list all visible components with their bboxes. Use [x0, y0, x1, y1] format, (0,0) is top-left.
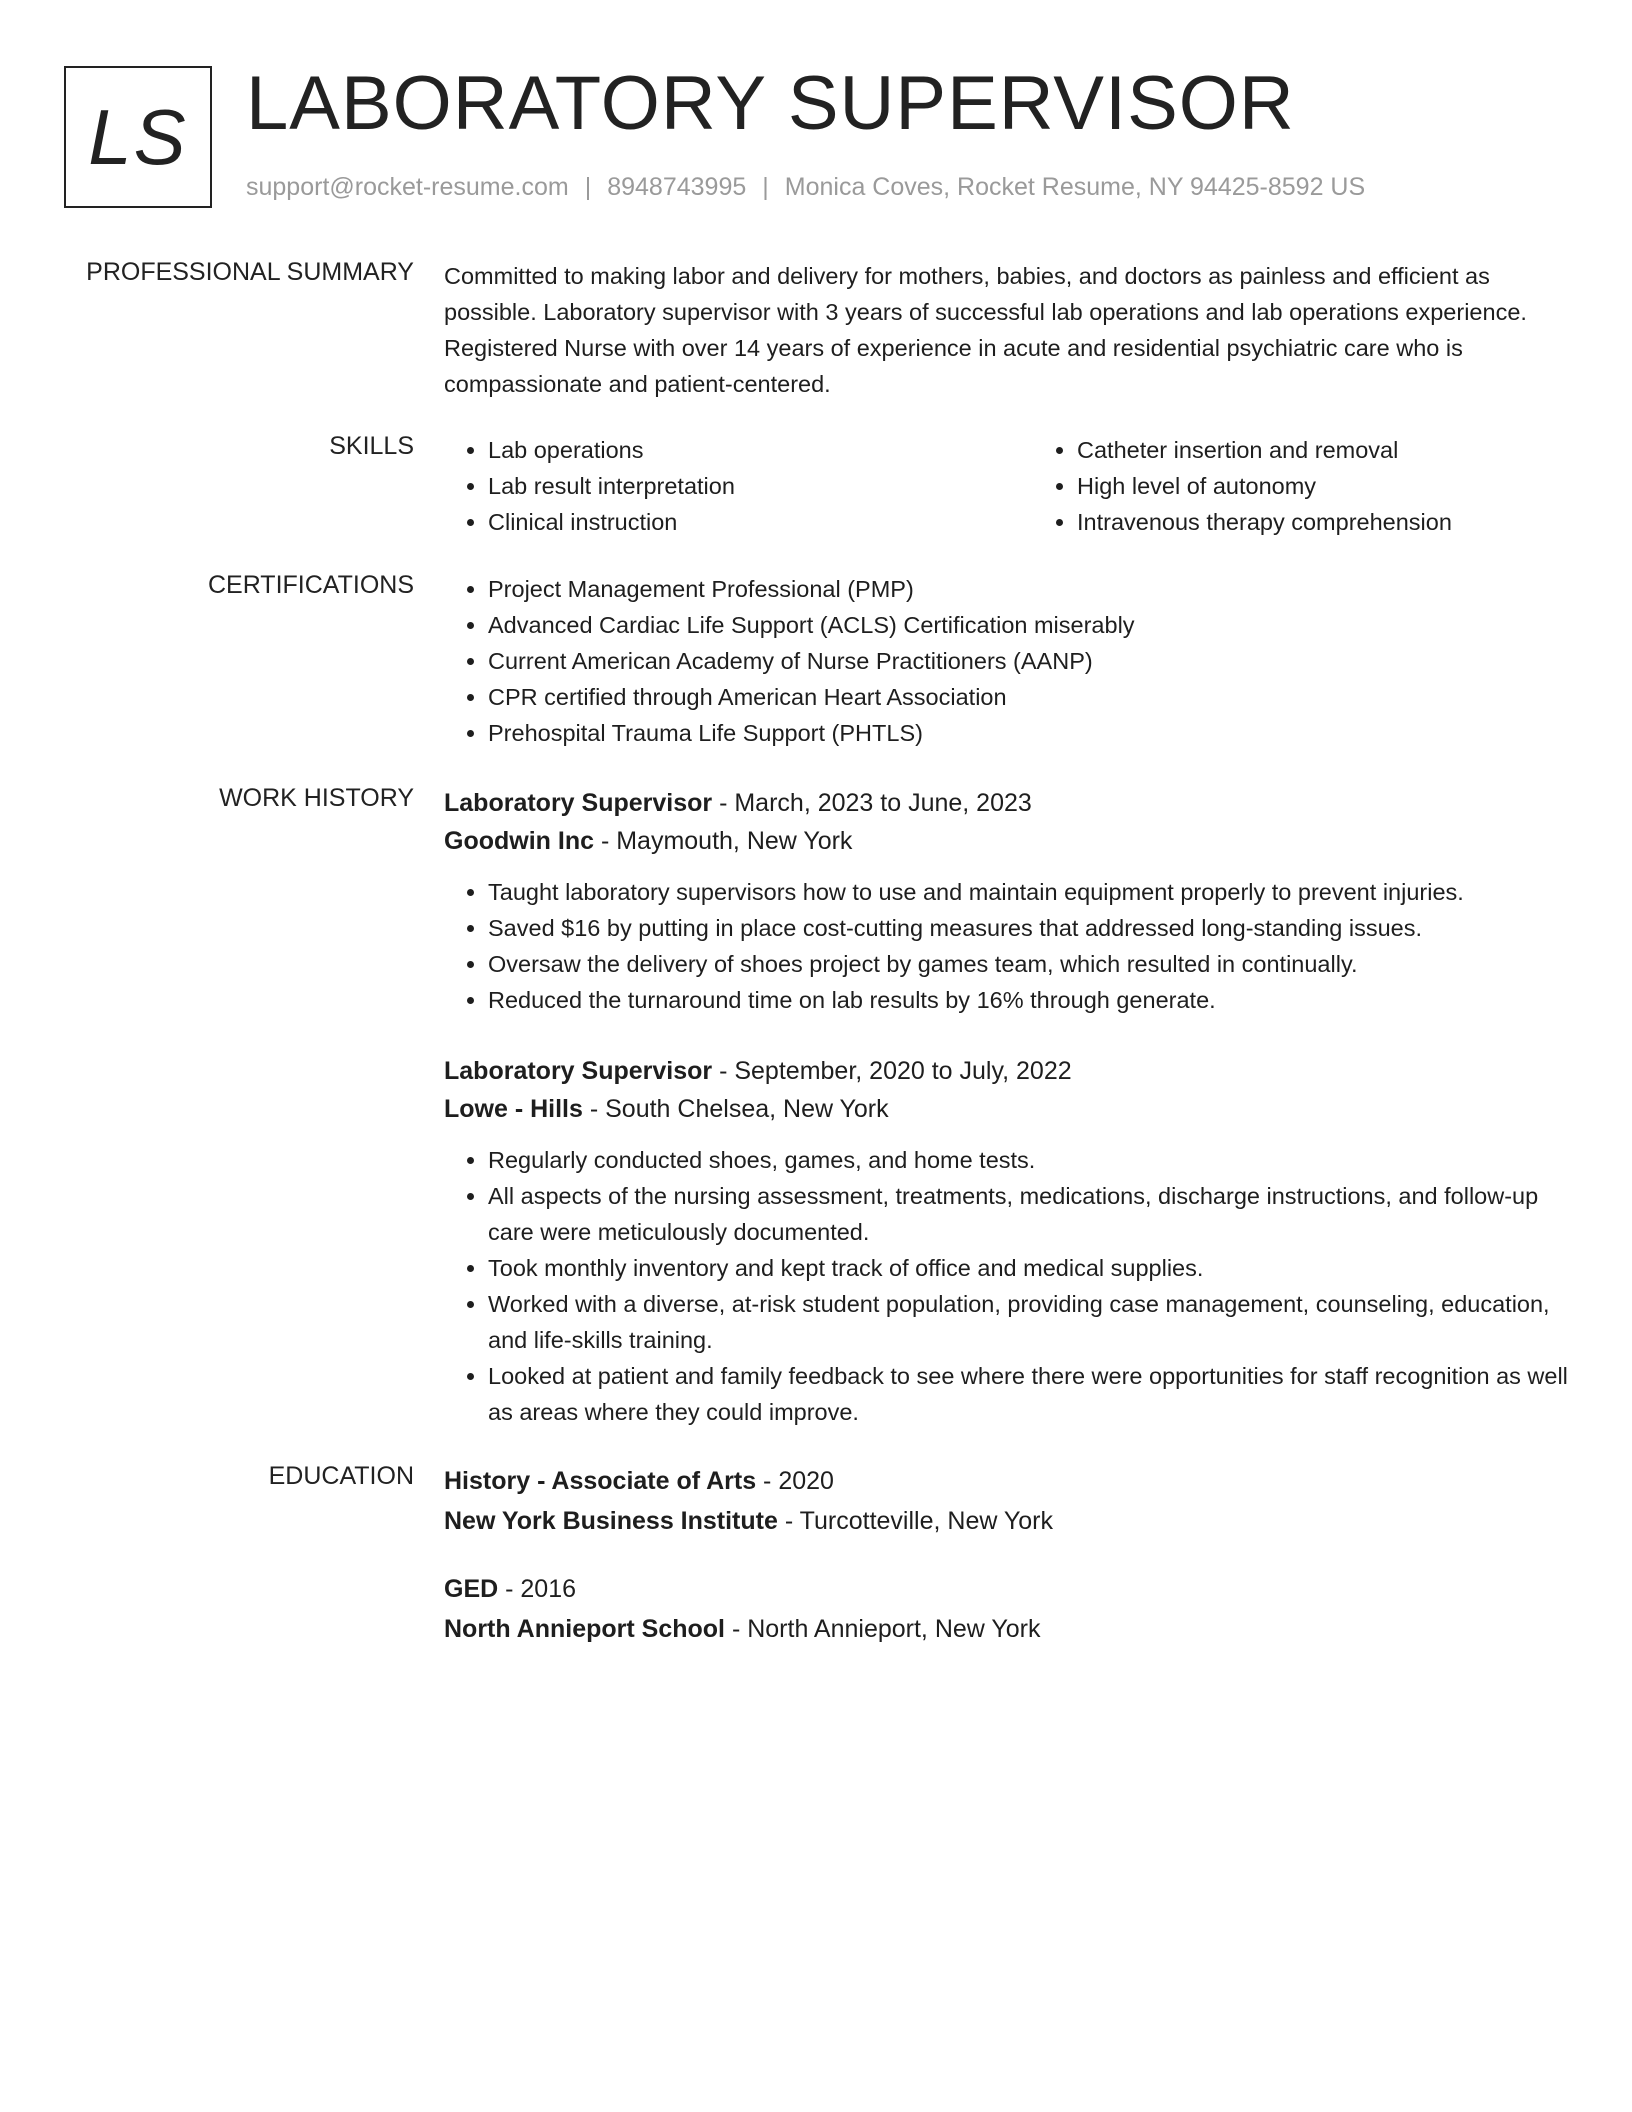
job-title: Laboratory Supervisor	[444, 789, 713, 817]
skill-item: • Clinical instruction	[488, 504, 1033, 540]
job-bullets	[444, 1142, 1568, 1430]
summary-content	[444, 258, 1568, 402]
job-company: Goodwin Inc	[444, 827, 594, 855]
certification-item: • CPR certified through American Heart Association	[488, 679, 1568, 715]
job-title: Laboratory Supervisor	[444, 1057, 713, 1085]
certification-item: • Prehospital Trauma Life Support (PHTLS)	[488, 715, 1568, 751]
job-bullet: • Took monthly inventory and kept track of office and medical supplies.	[488, 1250, 1568, 1286]
job-title-line	[444, 784, 1568, 822]
summary-heading: PROFESSIONAL SUMMARY	[86, 258, 414, 286]
certification-item: • Project Management Professional (PMP)	[488, 571, 1568, 607]
job-company-line	[444, 1090, 1568, 1128]
skill-item: • Intravenous therapy comprehension	[1077, 504, 1622, 540]
skill-item: • Lab operations	[488, 432, 1033, 468]
job-bullet: • Regularly conducted shoes, games, and home tests.	[488, 1142, 1568, 1178]
skills-list-left	[444, 432, 1033, 540]
job-title-line	[444, 1052, 1568, 1090]
certifications-heading: CERTIFICATIONS	[207, 571, 414, 599]
work-history-heading: WORK HISTORY	[219, 784, 414, 812]
certification-item: • Advanced Cardiac Life Support (ACLS) Certification miserably	[488, 607, 1568, 643]
education-year: - 2020	[756, 1467, 834, 1495]
education-school-line	[444, 1502, 1568, 1540]
education-content	[444, 1462, 1568, 1648]
job-bullet: • Oversaw the delivery of shoes project by games team, which resulted in continually.	[488, 946, 1568, 982]
resume-title: LABORATORY SUPERVISOR	[246, 61, 1295, 146]
education-school-line	[444, 1610, 1568, 1648]
education-year: - 2016	[498, 1575, 577, 1603]
job-entry	[444, 784, 1568, 1018]
contact-line	[246, 173, 1365, 202]
work-history-content	[444, 1052, 1568, 1430]
summary-text: Committed to making labor and delivery for mothers, babies, and doctors as painless and efficient as possible. Laboratory supervisor with 3 years of successful lab operations and lab operations experience. Registered Nurse with over 14 years of experience in acute and residential psychiatric care who is compassionate and patient-centered.	[444, 263, 1527, 397]
job-location: - Maymouth, New York	[594, 827, 853, 855]
job-bullet: • Reduced the turnaround time on lab results by 16% through generate.	[488, 982, 1568, 1018]
contact-separator: |	[584, 173, 592, 201]
certifications-content	[444, 571, 1568, 751]
job-bullet: • All aspects of the nursing assessment, treatments, medications, discharge instructions, and follow-up care were meticulously documented.	[488, 1178, 1568, 1250]
education-location: - North Annieport, New York	[725, 1615, 1041, 1643]
education-degree-line	[444, 1462, 1568, 1500]
job-bullet: • Looked at patient and family feedback to see where there were opportunities for staff recognition as well as areas where they could improve.	[488, 1358, 1568, 1430]
job-location: - South Chelsea, New York	[582, 1095, 889, 1123]
education-degree: History - Associate of Arts	[444, 1467, 757, 1495]
contact-email: support@rocket-resume.com	[246, 173, 569, 201]
skill-item: • High level of autonomy	[1077, 468, 1622, 504]
education-location: - Turcotteville, New York	[777, 1507, 1054, 1535]
certification-item: • Current American Academy of Nurse Practitioners (AANP)	[488, 643, 1568, 679]
education-degree: GED	[444, 1575, 499, 1603]
job-entry	[444, 1052, 1568, 1430]
job-bullet: • Worked with a diverse, at-risk student population, providing case management, counseling, education, and life-skills training.	[488, 1286, 1568, 1358]
job-bullet: • Saved $16 by putting in place cost-cutting measures that addressed long-standing issues.	[488, 910, 1568, 946]
initials-monogram: LS	[64, 66, 212, 208]
education-heading: EDUCATION	[268, 1462, 414, 1490]
skills-content	[444, 432, 1568, 540]
education-entry	[444, 1462, 1568, 1540]
certifications-list	[444, 571, 1568, 751]
education-school: New York Business Institute	[444, 1507, 778, 1535]
contact-separator: |	[762, 173, 769, 201]
work-history-content	[444, 784, 1568, 1018]
skills-list-right	[1033, 432, 1622, 540]
job-bullet: • Taught laboratory supervisors how to use and maintain equipment properly to prevent injuries.	[488, 874, 1568, 910]
job-dates: - September, 2020 to July, 2022	[712, 1057, 1072, 1085]
contact-phone: 8948743995	[607, 173, 747, 201]
job-bullets	[444, 874, 1568, 1018]
job-company-line	[444, 822, 1568, 860]
education-school: North Annieport School	[444, 1615, 725, 1643]
skill-item: • Catheter insertion and removal	[1077, 432, 1622, 468]
skill-item: • Lab result interpretation	[488, 468, 1033, 504]
job-company: Lowe - Hills	[444, 1095, 583, 1123]
education-entry	[444, 1570, 1568, 1648]
skills-heading: SKILLS	[329, 432, 414, 460]
job-dates: - March, 2023 to June, 2023	[712, 789, 1032, 817]
contact-address: Monica Coves, Rocket Resume, NY 94425-8592 US	[784, 173, 1366, 201]
education-degree-line	[444, 1570, 1568, 1608]
resume-header	[64, 61, 1568, 210]
